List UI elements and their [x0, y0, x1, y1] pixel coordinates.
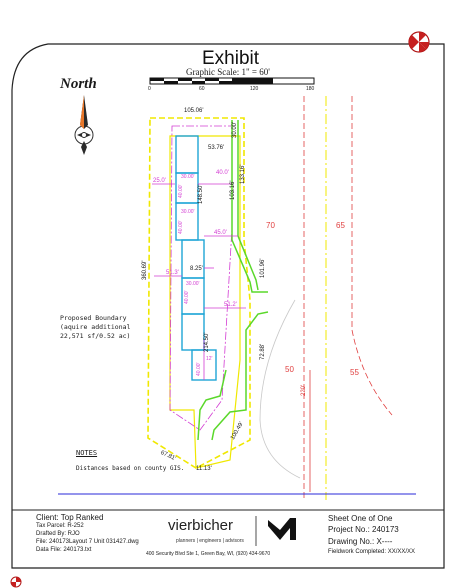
dim-bottom-diag-right: 100.49': [230, 421, 245, 441]
green-curb: [198, 120, 268, 440]
dim-right-top: 30.00': [232, 121, 238, 138]
dim-bottom-diag-left: 67.81': [159, 450, 177, 463]
dim-inner-top: 53.76': [208, 145, 225, 151]
speed-55: 55: [350, 368, 359, 377]
proposed-line-3: 22,571 sf/0.52 ac): [60, 332, 131, 340]
dim-stall-40-a: 40.00': [178, 184, 184, 198]
dim-left-offset: 25.0': [153, 178, 166, 184]
road-curve: [260, 300, 300, 478]
proposed-line-2: (aquire additional: [60, 323, 131, 331]
file-name: File: 240173Layout 7 Unit 031427.dwg: [36, 539, 139, 545]
notes-body: Distances based on county GIS.: [76, 465, 185, 472]
company-address: 400 Security Blvd Ste 1, Green Bay, WI, (920) 434-9670: [146, 551, 271, 557]
bottom-corner-logo: [11, 577, 21, 587]
company-name: vierbicher: [168, 517, 234, 534]
speed-70: 70: [266, 221, 275, 230]
dim-bottom-short: 11.13': [196, 466, 212, 472]
sheet-number: Sheet One of One: [328, 514, 393, 523]
dim-stall-40-c: 40.00': [184, 290, 190, 304]
dim-vert-72: 72.88': [260, 343, 266, 360]
dim-left-long: 360.69': [142, 260, 148, 280]
company-tagline: planners | engineers | advisors: [176, 538, 244, 544]
dim-label-12: 12': [206, 356, 213, 362]
dim-stall-30-b: 30.00': [181, 209, 195, 215]
dim-small-offset: 8.25': [190, 266, 203, 272]
dim-mid-offset: 45.0': [214, 230, 227, 236]
dim-vert-103: 103.16': [230, 180, 236, 200]
client: Client: Top Ranked: [36, 513, 104, 522]
fieldwork-completed: Fieldwork Completed: XX/XX/XX: [328, 549, 416, 555]
scale-label: Graphic Scale: 1" = 60': [186, 67, 270, 77]
dim-stall-30-c: 30.00': [186, 281, 200, 287]
dim-stall-40-b: 40.00': [178, 220, 184, 234]
scale-tick-60: 60: [199, 86, 205, 92]
dim-vert-133: 133.16': [240, 164, 246, 184]
drafted-by: Drafted By: RJO: [36, 531, 80, 537]
project-number: Project No.: 240173: [328, 525, 399, 534]
dim-right-offset: 40.0': [216, 170, 229, 176]
scale-bar: [150, 78, 314, 84]
data-file: Data File: 240173.txt: [36, 547, 92, 553]
building-stalls: [176, 136, 216, 380]
north-label: North: [60, 76, 97, 92]
dim-stall-30-a: 30.00': [181, 174, 195, 180]
north-arrow-icon: [75, 95, 93, 155]
scale-tick-0: 0: [148, 86, 151, 92]
drawing-number: Drawing No.: X----: [328, 537, 393, 546]
dim-offset-51-right: 51.2': [224, 302, 237, 308]
corner-logo: [409, 32, 429, 52]
dim-stall-40-d: 40.00': [196, 362, 202, 376]
notes-heading: NOTES: [76, 449, 98, 457]
scale-tick-180: 180: [306, 86, 315, 92]
dim-right-220: 220': [301, 384, 307, 396]
speed-50: 50: [285, 365, 294, 374]
tax-parcel: Tax Parcel: R-252: [36, 523, 84, 529]
dim-vert-101: 101.96': [260, 258, 266, 278]
dim-top-width: 105.06': [184, 108, 204, 114]
scale-tick-120: 120: [250, 86, 259, 92]
dim-offset-51-left: 51.3': [166, 270, 179, 276]
page-title: Exhibit: [202, 48, 260, 69]
proposed-line-1: Proposed Boundary: [60, 314, 127, 322]
dim-vert-214: 214.50': [204, 332, 210, 352]
speed-65: 65: [336, 221, 345, 230]
dim-vert-148: 148.50': [198, 184, 204, 204]
